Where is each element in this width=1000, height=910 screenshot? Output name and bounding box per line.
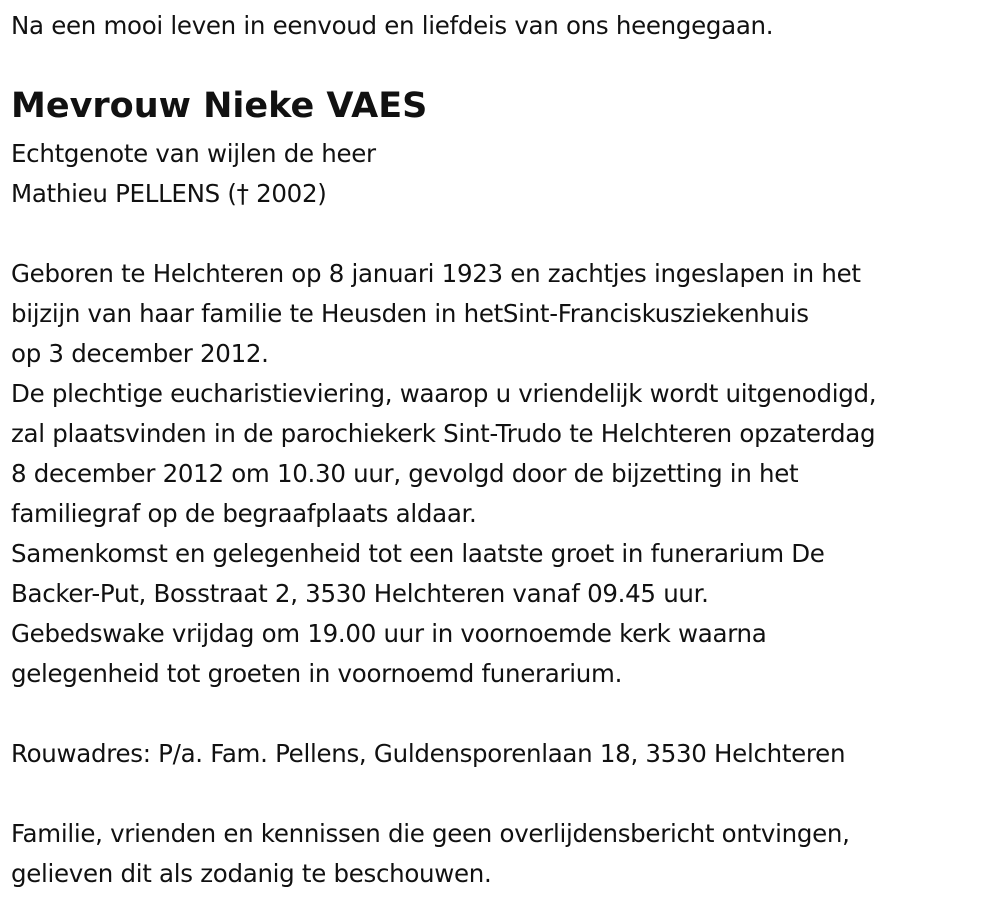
spouse-line-1: Echtgenote van wijlen de heer: [11, 139, 376, 168]
closing-line: Familie, vrienden en kennissen die geen overlijdensbericht ontvingen,: [11, 819, 850, 848]
mourning-address: Rouwadres: P/a. Fam. Pellens, Guldensporenlaan 18, 3530 Helchteren: [11, 739, 846, 768]
cross-icon: †: [236, 179, 249, 208]
deceased-name: Mevrouw Nieke VAES: [11, 86, 428, 126]
details-line: Geboren te Helchteren op 8 januari 1923 en zachtjes ingeslapen in het: [11, 259, 861, 288]
details-line: op 3 december 2012.: [11, 339, 269, 368]
closing-line: gelieven dit als zodanig te beschouwen.: [11, 859, 492, 888]
spouse-death-year: 2002): [248, 179, 327, 208]
details-line: familiegraf op de begraafplaats aldaar.: [11, 499, 477, 528]
intro-text: Na een mooi leven in eenvoud en liefdeis van ons heengegaan.: [11, 11, 774, 40]
details-line: Gebedswake vrijdag om 19.00 uur in voornoemde kerk waarna: [11, 619, 767, 648]
spouse-name: Mathieu PELLENS (: [11, 179, 237, 208]
details-line: bijzijn van haar familie te Heusden in hetSint-Franciskusziekenhuis: [11, 299, 809, 328]
details-line: 8 december 2012 om 10.30 uur, gevolgd door de bijzetting in het: [11, 459, 799, 488]
details-line: Backer-Put, Bosstraat 2, 3530 Helchteren vanaf 09.45 uur.: [11, 579, 709, 608]
details-line: De plechtige eucharistieviering, waarop u vriendelijk wordt uitgenodigd,: [11, 379, 877, 408]
details-line: zal plaatsvinden in de parochiekerk Sint-Trudo te Helchteren opzaterdag: [11, 419, 876, 448]
details-line: gelegenheid tot groeten in voornoemd funerarium.: [11, 659, 623, 688]
spouse-line-2: [11, 174, 327, 214]
details-line: Samenkomst en gelegenheid tot een laatste groet in funerarium De: [11, 539, 825, 568]
